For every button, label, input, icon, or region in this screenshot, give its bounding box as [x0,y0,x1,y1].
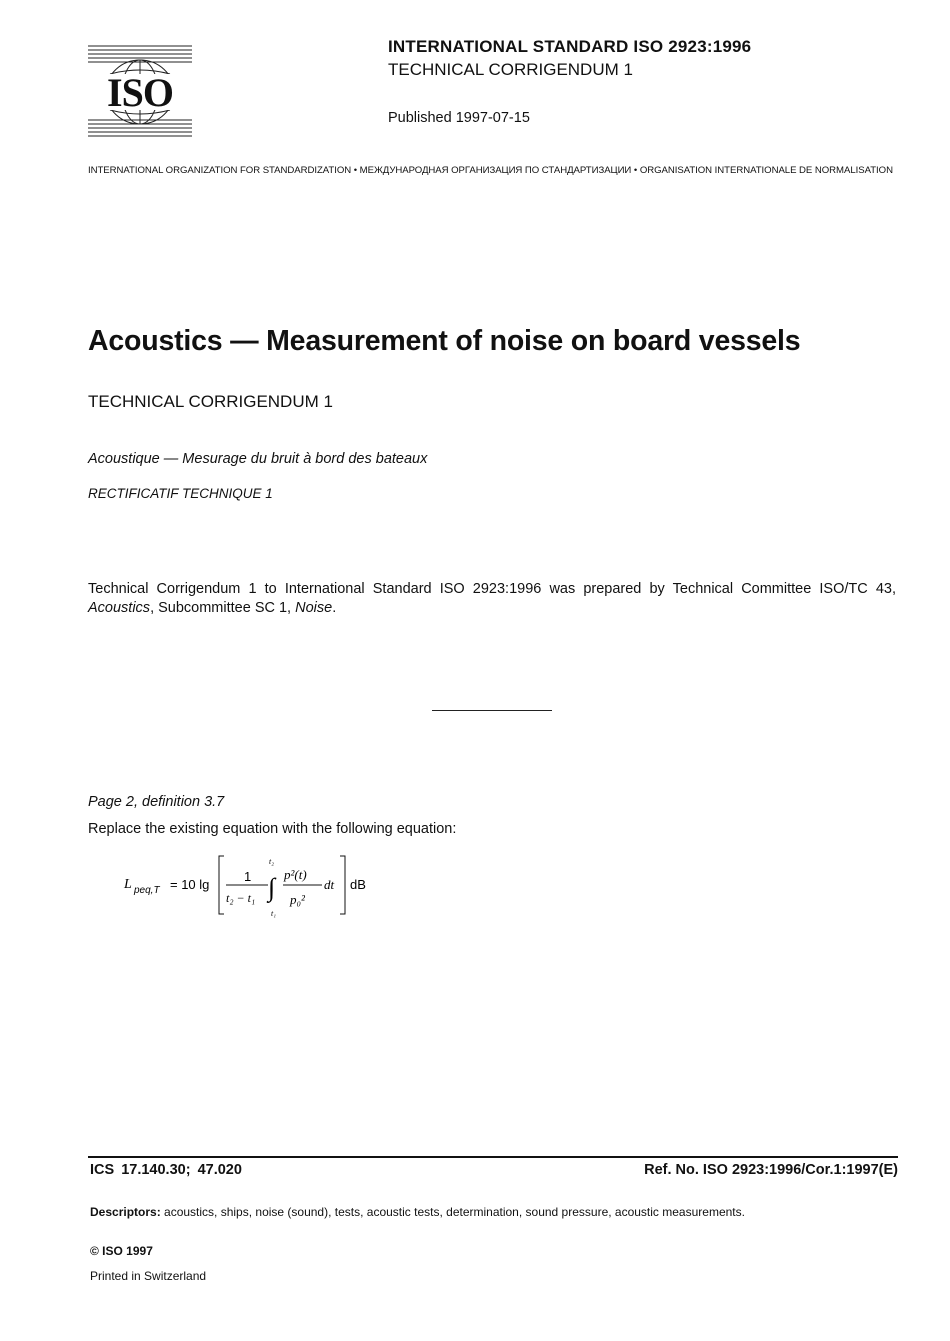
logo-text: ISO [107,70,173,115]
corrigendum-label: TECHNICAL CORRIGENDUM 1 [388,60,633,79]
descriptors-list: acoustics, ships, noise (sound), tests, acoustic tests, determination, sound pressure, acoustic measurements. [160,1205,745,1219]
eq-lhs-symbol: L [124,877,132,892]
french-title: Acoustique — Mesurage du bruit à bord des bateaux [88,451,428,467]
document-title: Acoustics — Measurement of noise on board vessels [88,325,801,357]
eq-right-bracket [340,856,345,914]
french-subtitle: RECTIFICATIF TECHNIQUE 1 [88,486,273,501]
correction-location: Page 2, definition 3.7 [88,794,225,810]
document-subtitle: TECHNICAL CORRIGENDUM 1 [88,392,333,411]
eq-lhs-subscript: peq,T [134,885,160,896]
reference-number: Ref. No. ISO 2923:1996/Cor.1:1997(E) [644,1162,898,1178]
equation [118,848,398,920]
organization-line: INTERNATIONAL ORGANIZATION FOR STANDARDIZATION • МЕЖДУНАРОДНАЯ ОРГАНИЗАЦИЯ ПО СТАНДАРТИЗАЦИИ • ORGANISATION INTERNATIONALE DE NORMALISATION [88,165,893,176]
ics-code: ICS 17.140.30; 47.020 [90,1162,242,1178]
section-separator [432,710,552,711]
eq-upper-limit: t₂ [269,857,275,866]
descriptors-label: Descriptors: [90,1205,161,1219]
eq-left-bracket [219,856,224,914]
copyright: © ISO 1997 [90,1244,153,1258]
eq-lower-limit: t₁ [271,909,277,918]
integral-symbol: ∫ [268,873,276,902]
eq-unit: dB [350,877,366,892]
eq-numerator: 1 [244,869,252,884]
preparation-statement: Technical Corrigendum 1 to International Standard ISO 2923:1996 was prepared by Technical Committee ISO/TC 43, Acoustics, Subcommittee SC 1, Noise. [88,581,896,616]
footer-rule [88,1156,898,1158]
committee-title: Acoustics [88,600,151,616]
subcommittee-title: Noise [295,600,333,616]
eq-integrand-numerator: p²(t) [284,867,307,882]
eq-integrand-denominator: p₀² [290,892,305,907]
printed-location: Printed in Switzerland [90,1269,207,1283]
eq-coefficient: = 10 lg [170,877,210,892]
published-date: Published 1997-07-15 [388,110,530,126]
correction-instruction: Replace the existing equation with the following equation: [88,821,457,837]
eq-differential: dt [324,877,335,892]
iso-logo [88,44,192,140]
eq-denominator: t₂ − t₁ [226,891,256,905]
standard-number: INTERNATIONAL STANDARD ISO 2923:1996 [388,37,752,56]
descriptors [90,1205,745,1219]
